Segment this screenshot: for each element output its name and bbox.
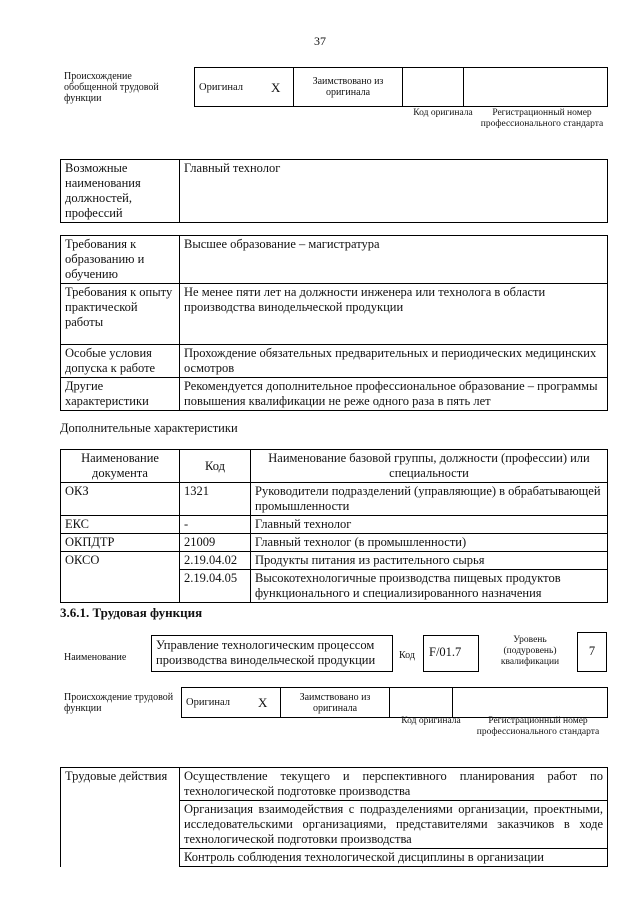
positions-table [60, 159, 608, 223]
extra-row-code: 2.19.04.05 [180, 570, 251, 603]
reg-tf-number-cell [453, 688, 608, 718]
extra-row-name: Продукты питания из растительного сырья [251, 552, 608, 570]
extra-row-name: Главный технолог (в промышленности) [251, 534, 608, 552]
extra-row-doc: ОКПДТР [61, 534, 180, 552]
original-label: Оригинал [195, 68, 268, 107]
extra-row-doc [61, 570, 180, 603]
req-experience-label: Требования к опыту практической работы [61, 284, 180, 345]
extra-row-doc: ОКЗ [61, 483, 180, 516]
action-item: Организация взаимодействия с подразделениями организации, проектными, исследовательскими организациями, представителями заказчиков в ходе технологической подготовки производства [180, 801, 608, 849]
actions-table [60, 767, 608, 867]
positions-label: Возможные наименования должностей, профессий [61, 160, 180, 223]
borrowed-tf-label: Заимствовано из оригинала [281, 688, 390, 718]
code-tf-caption: Код оригинала [401, 716, 461, 726]
positions-value: Главный технолог [180, 160, 608, 223]
extra-header-code: Код [180, 450, 251, 483]
level-label: Уровень (подуровень) квалификации [500, 635, 560, 667]
extra-row-name: Руководители подразделений (управляющие) в обрабатывающей промышленности [251, 483, 608, 516]
req-education-value: Высшее образование – магистратура [180, 236, 608, 284]
page-number: 37 [314, 34, 326, 48]
function-name-box: Управление технологическим процессом производства винодельческой продукции [151, 635, 393, 672]
extra-row-code: 2.19.04.02 [180, 552, 251, 570]
original-tf-label: Оригинал [182, 688, 255, 718]
req-other-label: Другие характеристики [61, 378, 180, 411]
borrowed-label: Заимствовано из оригинала [294, 68, 403, 107]
extra-row-name: Высокотехнологичные производства пищевых продуктов функционального и специализированного назначения [251, 570, 608, 603]
req-other-value: Рекомендуется дополнительное профессиональное образование – программы повышения квалификации не реже одного раза в пять лет [180, 378, 608, 411]
extra-header-doc: Наименование документа [61, 450, 180, 483]
extra-table [60, 449, 608, 603]
extra-row-code: 21009 [180, 534, 251, 552]
extra-title: Дополнительные характеристики [60, 421, 238, 435]
origin-tf-label: Происхождение трудовой функции [64, 692, 174, 714]
level-value-box: 7 [577, 632, 607, 672]
origin-label: Происхождение обобщенной трудовой функции [64, 71, 159, 104]
req-education-label: Требования к образованию и обучению [61, 236, 180, 284]
req-conditions-value: Прохождение обязательных предварительных и периодических медицинских осмотров [180, 345, 608, 378]
extra-row-name: Главный технолог [251, 516, 608, 534]
action-item: Осуществление текущего и перспективного планирования работ по технологической подготовке производства [180, 768, 608, 801]
section-title: 3.6.1. Трудовая функция [60, 605, 203, 620]
origin-tf-table [181, 687, 608, 718]
actions-label: Трудовые действия [61, 768, 180, 867]
reg-number-cell [464, 68, 608, 107]
req-conditions-label: Особые условия допуска к работе [61, 345, 180, 378]
origin-table [194, 67, 608, 107]
action-item: Контроль соблюдения технологической дисциплины в организации [180, 849, 608, 867]
original-tf-code-cell [390, 688, 453, 718]
original-code-cell [403, 68, 464, 107]
extra-row-doc: ОКСО [61, 552, 180, 570]
original-tf-mark: X [254, 688, 281, 718]
extra-row-code: 1321 [180, 483, 251, 516]
reg-caption: Регистрационный номер профессионального стандарта [480, 108, 604, 129]
function-code-box: F/01.7 [423, 635, 479, 672]
extra-header-name: Наименование базовой группы, должности (профессии) или специальности [251, 450, 608, 483]
extra-row-doc: ЕКС [61, 516, 180, 534]
name-label: Наименование [64, 652, 127, 663]
requirements-table [60, 235, 608, 411]
original-mark: X [267, 68, 294, 107]
req-experience-value: Не менее пяти лет на должности инженера или технолога в области производства винодельческой продукции [180, 284, 608, 345]
code-label: Код [399, 650, 415, 661]
reg-tf-caption: Регистрационный номер профессионального стандарта [476, 716, 600, 737]
code-caption: Код оригинала [413, 108, 473, 118]
extra-row-code: - [180, 516, 251, 534]
